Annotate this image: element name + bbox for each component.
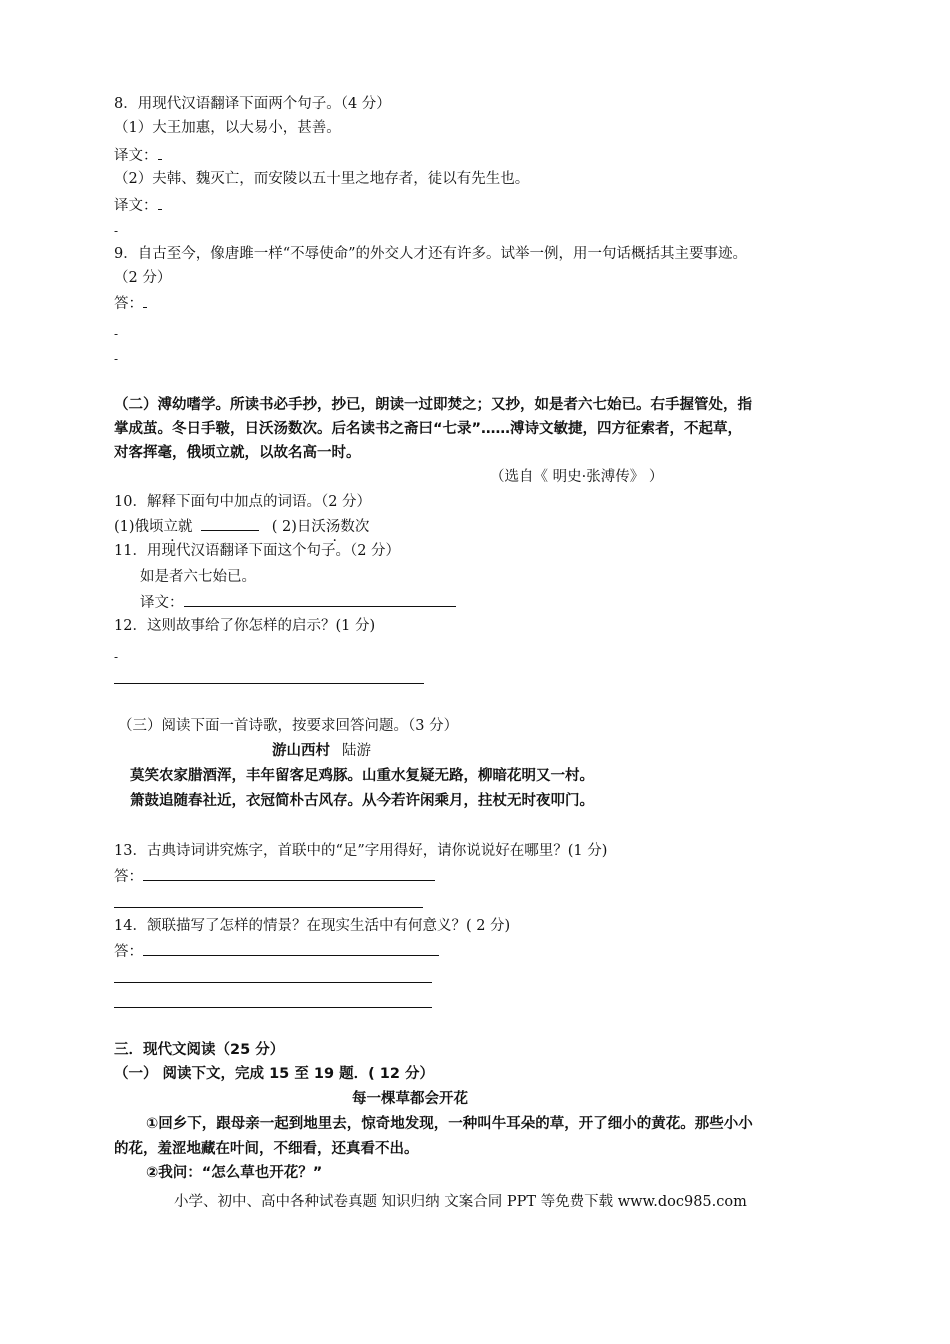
poem-heading bbox=[272, 741, 371, 761]
q8-title: 8．用现代汉语翻译下面两个句子。（4 分） bbox=[114, 96, 391, 112]
q9-score: （2 分） bbox=[114, 270, 172, 286]
q9-title: 9．自古至今，像唐雎一样“不辱使命”的外交人才还有许多。试举一例，用一句话概括其主要事迹。 bbox=[114, 246, 748, 262]
answer-label: 答： bbox=[114, 869, 143, 885]
q14-answer[interactable] bbox=[114, 941, 439, 962]
answer-blank[interactable] bbox=[184, 592, 456, 607]
q10-items bbox=[114, 516, 369, 537]
q8-translation-1[interactable] bbox=[114, 145, 162, 166]
article-para-1a: ①回乡下，跟母亲一起到地里去，惊奇地发现，一种叫牛耳朵的草，开了细小的黄花。那些小小 bbox=[146, 1116, 753, 1132]
passage2-line-3: 对客挥毫，俄顷立就，以故名高一时。 bbox=[114, 445, 361, 461]
passage2-line-1: （二）溥幼嗜学。所读书必手抄，抄已，朗读一过即焚之；又抄，如是者六七始已。右手握管处，指 bbox=[114, 397, 752, 413]
article-title: 每一棵草都会开花 bbox=[352, 1091, 468, 1107]
q13-title: 13．古典诗词讲究炼字，首联中的“足”字用得好，请你说说好在哪里？(1 分) bbox=[114, 843, 608, 859]
poem-intro: （三）阅读下面一首诗歌，按要求回答问题。（3 分） bbox=[118, 718, 459, 734]
article-para-1b: 的花，羞涩地藏在叶间，不细看，还真看不出。 bbox=[114, 1141, 419, 1157]
q13-answer-line[interactable] bbox=[114, 907, 423, 908]
answer-label: 答： bbox=[114, 296, 143, 312]
q10-item-2-dotted: 汤 bbox=[325, 519, 341, 535]
answer-blank[interactable] bbox=[158, 145, 162, 160]
q11-title: 11．用现代汉语翻译下面这个句子。（2 分） bbox=[114, 543, 401, 559]
poem-line-1: 莫笑农家腊酒浑，丰年留客足鸡豚。山重水复疑无路，柳暗花明又一村。 bbox=[130, 768, 594, 784]
answer-line-mark: - bbox=[114, 352, 119, 366]
answer-blank[interactable] bbox=[158, 195, 162, 210]
translation-label: 译文： bbox=[114, 148, 158, 164]
q10-item-2-pre: ( 2)日沃 bbox=[271, 519, 326, 535]
q14-answer-line-2[interactable] bbox=[114, 982, 432, 983]
q10-item-1-post: 就 bbox=[178, 519, 193, 535]
q13-answer[interactable] bbox=[114, 866, 435, 887]
passage2-source: （选自《 明史·张溥传》 ） bbox=[490, 469, 664, 485]
q10-item-1-pre: (1)俄顷 bbox=[114, 519, 164, 535]
passage2-line-2: 掌成茧。冬日手皲，日沃汤数次。后名读书之斋曰“七录”……溥诗文敏捷，四方征索者，不起草， bbox=[114, 421, 743, 437]
translation-label: 译文： bbox=[140, 595, 184, 611]
answer-blank[interactable] bbox=[143, 293, 147, 308]
poem-line-2: 箫鼓追随春社近，衣冠简朴古风存。从今若许闲乘月，拄杖无时夜叩门。 bbox=[130, 793, 594, 809]
q8-translation-2[interactable] bbox=[114, 195, 162, 216]
answer-blank[interactable] bbox=[143, 866, 435, 881]
q10-item-2-post: 数次 bbox=[340, 519, 370, 535]
answer-blank[interactable] bbox=[143, 941, 439, 956]
q14-answer-line-3[interactable] bbox=[114, 1007, 432, 1008]
page-footer: 小学、初中、高中各种试卷真题 知识归纳 文案合同 PPT 等免费下载 www.doc985.com bbox=[174, 1194, 747, 1210]
q10-title: 10．解释下面句中加点的词语。（2 分） bbox=[114, 494, 372, 510]
q12-title: 12．这则故事给了你怎样的启示？(1 分) bbox=[114, 618, 376, 634]
poem-title: 游山西村 bbox=[272, 743, 330, 759]
translation-label: 译文： bbox=[114, 198, 158, 214]
q9-answer[interactable] bbox=[114, 293, 147, 314]
q10-item-1-blank[interactable] bbox=[201, 516, 259, 531]
q11-translation[interactable] bbox=[140, 592, 456, 613]
article-para-2: ②我问：“怎么草也开花？” bbox=[146, 1165, 323, 1181]
poem-author: 陆游 bbox=[342, 743, 371, 759]
q10-item-1-dotted: 立 bbox=[163, 519, 179, 535]
q8-sentence-2: （2）夫韩、魏灭亡，而安陵以五十里之地存者，徒以有先生也。 bbox=[114, 171, 530, 187]
q11-sentence: 如是者六七始已。 bbox=[140, 569, 256, 585]
section3-subtitle: （一） 阅读下文，完成 15 至 19 题．( 12 分） bbox=[114, 1066, 434, 1082]
q12-answer-line[interactable] bbox=[114, 683, 424, 684]
answer-line-mark: - bbox=[114, 650, 119, 664]
section3-title: 三．现代文阅读（25 分） bbox=[114, 1042, 285, 1058]
answer-line-mark: - bbox=[114, 224, 119, 238]
q8-sentence-1: （1）大王加惠，以大易小，甚善。 bbox=[114, 120, 341, 136]
answer-label: 答： bbox=[114, 944, 143, 960]
answer-line-mark: - bbox=[114, 327, 119, 341]
q14-title: 14．颔联描写了怎样的情景？在现实生活中有何意义？( 2 分) bbox=[114, 918, 511, 934]
